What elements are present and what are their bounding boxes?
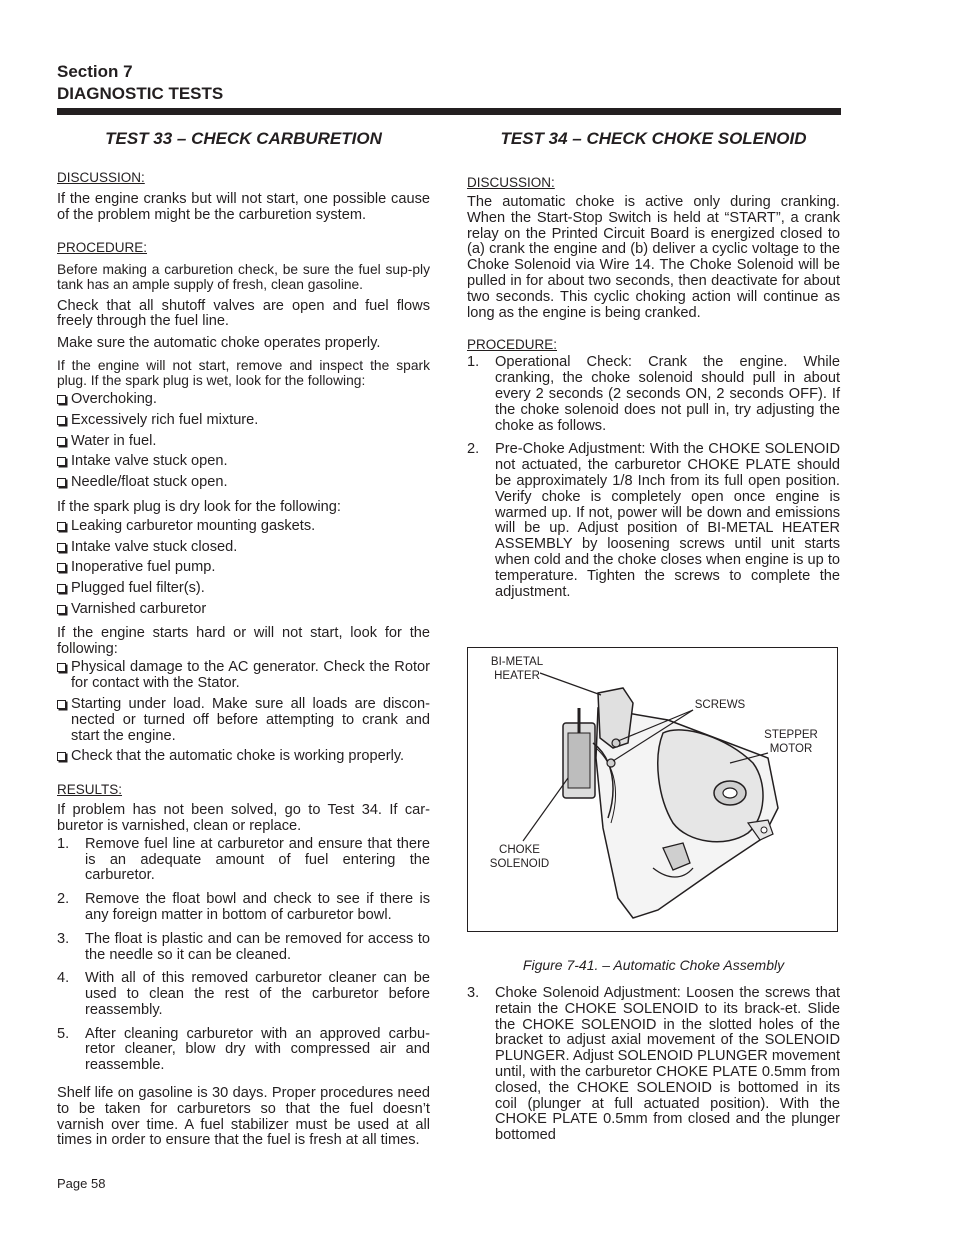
test33-procedure-p3: Make sure the automatic choke operates properly. xyxy=(57,335,381,352)
test33-discussion: If the engine cranks but will not start, one possible cause of the problem might be the carburetion system. xyxy=(57,191,430,223)
wet-plug-checklist xyxy=(57,392,430,491)
checklist-item: Varnished carburetor xyxy=(57,602,430,618)
section-number: Section 7 xyxy=(57,62,133,81)
checkbox-icon xyxy=(57,543,66,552)
test33-results-steps xyxy=(57,837,430,1074)
test33-discussion-label: DISCUSSION: xyxy=(57,170,145,185)
test33-column xyxy=(57,128,430,1149)
test33-procedure-label: PROCEDURE: xyxy=(57,239,148,255)
checklist-item: Physical damage to the AC generator. Check the Rotor for contact with the Stator. xyxy=(57,660,430,692)
numbered-step: 1. Operational Check: Crank the engine. While cranking, the choke solenoid should pull in about every 2 seconds (2 seconds ON, 2 seconds OFF). If the choke solenoid does not pull in, try adjusting the choke as follows. xyxy=(467,354,840,434)
checklist-item: Intake valve stuck closed. xyxy=(57,540,430,556)
checklist-item: Intake valve stuck open. xyxy=(57,454,430,470)
label-bi-metal-heater: BI-METAL HEATER xyxy=(490,656,544,682)
checkbox-icon xyxy=(57,478,66,487)
checkbox-icon xyxy=(57,457,66,466)
numbered-step: 5. After cleaning carburetor with an approved carbu-retor cleaner, blow dry with compressed air and reassemble. xyxy=(57,1025,430,1074)
test34-title: TEST 34 – CHECK CHOKE SOLENOID xyxy=(500,129,807,148)
checkbox-icon xyxy=(57,700,66,709)
header-rule xyxy=(57,108,841,115)
hard-start-checklist xyxy=(57,660,430,765)
page-number: Page 58 xyxy=(57,1176,106,1191)
figure-caption: Figure 7-41. – Automatic Choke Assembly xyxy=(522,957,785,973)
test33-title: TEST 33 – CHECK CARBURETION xyxy=(105,129,382,148)
test34-discussion-label: DISCUSSION: xyxy=(467,175,555,190)
checklist-item: Plugged fuel filter(s). xyxy=(57,581,430,597)
numbered-step: 4. With all of this removed carburetor cleaner can be used to clean the rest of the carburetor before reassembly. xyxy=(57,970,430,1018)
checkbox-icon xyxy=(57,563,66,572)
checkbox-icon xyxy=(57,605,66,614)
numbered-step: 2. Pre-Choke Adjustment: With the CHOKE SOLENOID not actuated, the carburetor CHOKE PLATE should be approximately 1/8 Inch from its full open position. Verify choke is completely open once engine is warmed up. If not, power will be down and emissions will be up. Adjust position of BI-METAL HEATER ASSEMBLY by loosening screws until unit starts when cold and the choke closes when engine is up to temperature. Tighten the screws to complete the adjustment. xyxy=(467,441,840,600)
checkbox-icon xyxy=(57,522,66,531)
numbered-step: 3. The float is plastic and can be removed for access to the needle so it can be cleaned. xyxy=(57,930,430,963)
checklist-item: Overchoking. xyxy=(57,392,430,408)
test33-procedure-p2: Check that all shutoff valves are open and fuel flows freely through the fuel line. xyxy=(57,297,430,330)
checklist-item: Needle/float stuck open. xyxy=(57,475,430,491)
checkbox-icon xyxy=(57,437,66,446)
checkbox-icon xyxy=(57,752,66,761)
numbered-step: 3. Choke Solenoid Adjustment: Loosen the screws that retain the CHOKE SOLENOID to its brack-et. Slide the CHOKE SOLENOID in the slotted holes of the bracket to adjust axial movement of the SOLENOID PLUNGER. Adjust SOLENOID PLUNGER movement until, with the carburetor CHOKE PLATE 0.5mm from closed, the CHOKE SOLENOID is bottomed in its coil (plunger at full actuated position). With the CHOKE PLATE 0.5mm from closed and the plunger bottomed xyxy=(467,985,840,1144)
checklist-item: Leaking carburetor mounting gaskets. xyxy=(57,519,430,535)
test34-procedure-label: PROCEDURE: xyxy=(467,337,558,353)
section-title: DIAGNOSTIC TESTS xyxy=(57,84,224,103)
checklist-item: Water in fuel. xyxy=(57,434,430,450)
test33-results-label: RESULTS: xyxy=(57,782,123,798)
numbered-step: 2. Remove the float bowl and check to see if there is any foreign matter in bottom of carburetor bowl. xyxy=(57,891,430,923)
checklist-item: Excessively rich fuel mixture. xyxy=(57,413,430,429)
hard-start-intro: If the engine starts hard or will not start, look for the following: xyxy=(57,624,430,657)
checklist-item: Inoperative fuel pump. xyxy=(57,560,430,576)
numbered-step: 1. Remove fuel line at carburetor and ensure that there is an adequate amount of fuel entering the carburetor. xyxy=(57,835,430,884)
dry-plug-checklist xyxy=(57,519,430,618)
dry-plug-intro: If the spark plug is dry look for the following: xyxy=(57,498,341,515)
checklist-item: Check that the automatic choke is working properly. xyxy=(57,749,430,765)
choke-assembly-illustration xyxy=(468,648,837,931)
test33-results-intro: If problem has not been solved, go to Test 34. If car-buretor is varnished, clean or replace. xyxy=(57,802,430,834)
checklist-item: Starting under load. Make sure all loads are discon-nected or turned off before attempting to crank and start the engine. xyxy=(57,697,430,744)
test34-discussion: The automatic choke is active only during cranking. When the Start-Stop Switch is held at “START”, a crank relay on the Printed Circuit Board is energized closed to (a) crank the engine and (b) deliver a cyclic voltage to the Choke Solenoid via Wire 14. The Choke Solenoid will be pulled in for about two seconds, then deactivate for about two seconds. This cyclic choking action will continue as long as the engine is being cranked. xyxy=(467,194,840,321)
test33-procedure-p4: If the engine will not start, remove and inspect the spark plug. If the spark plug is wet, look for the following: xyxy=(57,357,430,389)
gasoline-shelf-life-note: Shelf life on gasoline is 30 days. Proper procedures need to be taken for carburetors so that the fuel doesn’t varnish over time. A fuel stabilizer must be used at all times in order to ensure that the fuel is fresh at all times. xyxy=(57,1085,430,1149)
checkbox-icon xyxy=(57,584,66,593)
label-screws: SCREWS xyxy=(694,699,746,711)
label-choke-solenoid: CHOKE SOLENOID xyxy=(489,844,550,870)
test33-procedure-p1: Before making a carburetion check, be sure the fuel sup-ply tank has an ample supply of fresh, clean gasoline. xyxy=(57,261,430,293)
test34-continued xyxy=(467,986,840,1144)
label-stepper-motor: STEPPER MOTOR xyxy=(764,729,818,755)
choke-assembly-figure xyxy=(467,647,838,932)
checkbox-icon xyxy=(57,416,66,425)
test34-column xyxy=(467,128,840,600)
checkbox-icon xyxy=(57,663,66,672)
checkbox-icon xyxy=(57,395,66,404)
